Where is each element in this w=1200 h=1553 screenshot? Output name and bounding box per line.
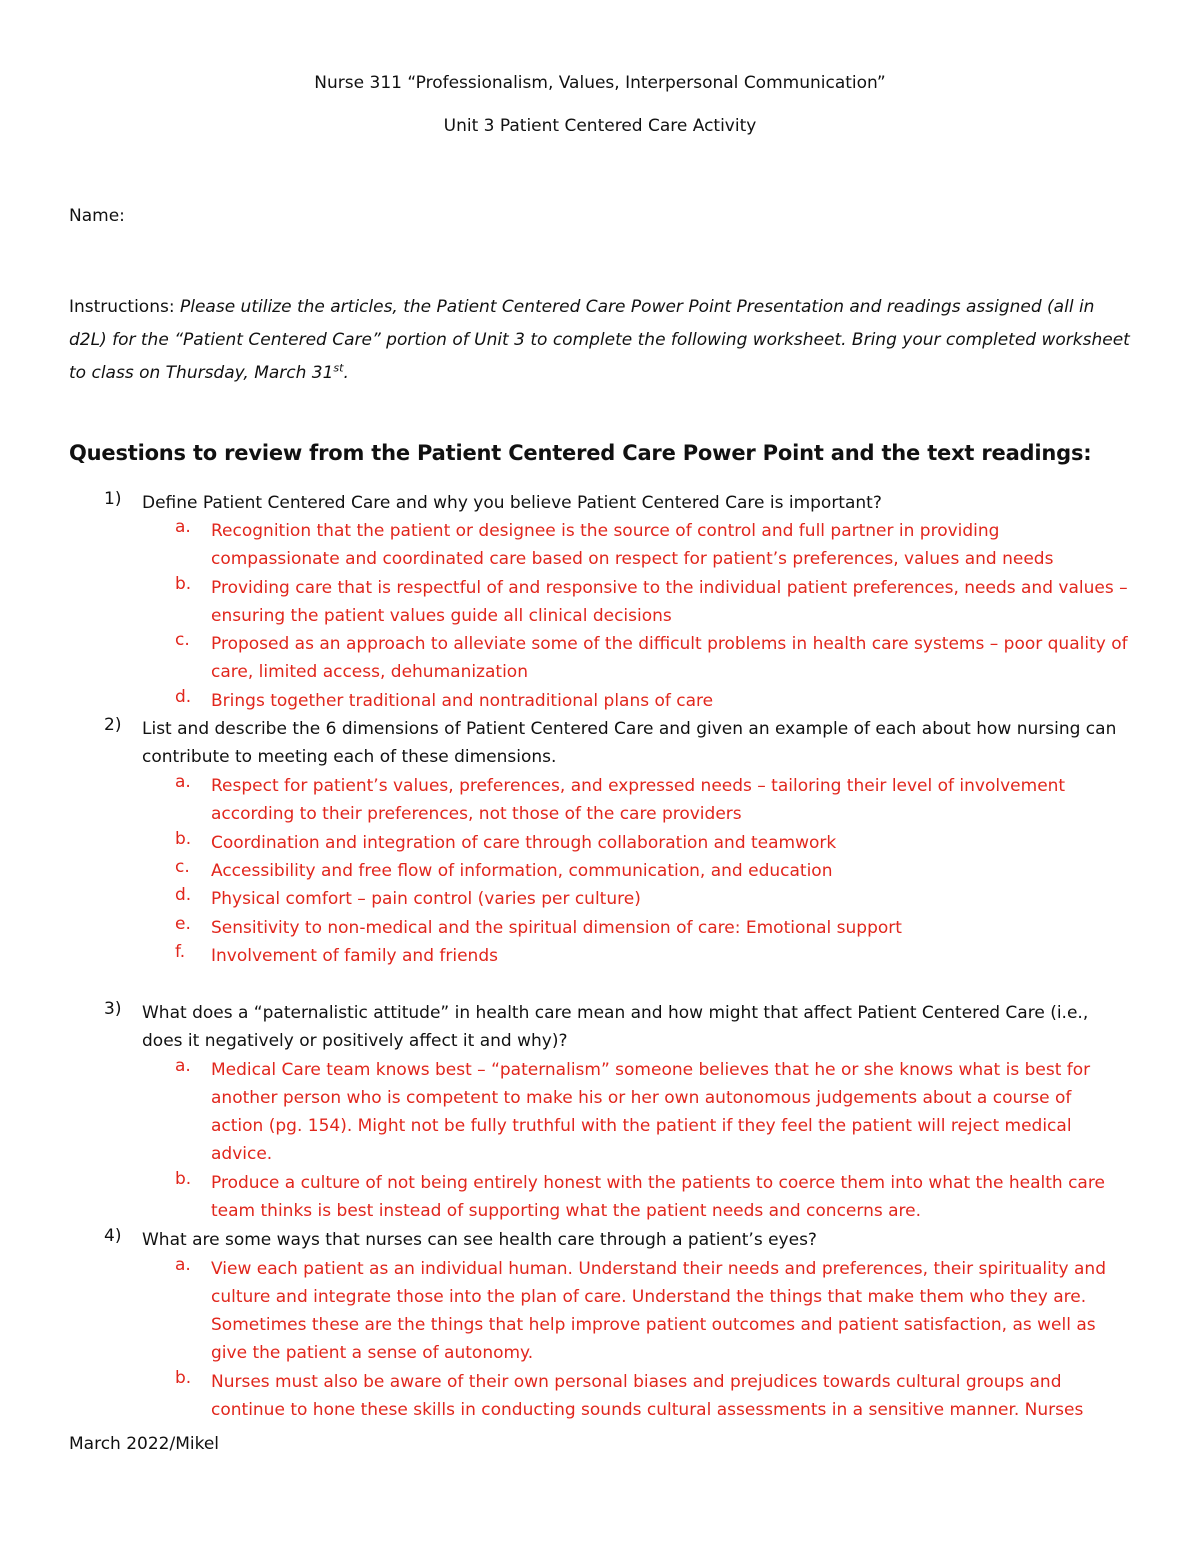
answer-text: Involvement of family and friends	[211, 946, 498, 966]
answer-text: Providing care that is respectful of and responsive to the individual patient preferences, needs and values – ensuring the patient values guide all clinical decisions	[211, 578, 1128, 626]
answer-letter: d.	[175, 687, 192, 707]
question-number: 3)	[104, 999, 122, 1019]
instructions	[69, 291, 1131, 390]
answer-letter: a.	[175, 1255, 191, 1275]
name-label: Name:	[69, 206, 125, 226]
answer-letter: a.	[175, 1056, 191, 1076]
answer-letter: b.	[175, 1368, 192, 1388]
answer-letter: a.	[175, 517, 191, 537]
instructions-text: Please utilize the articles, the Patient Centered Care Power Point Presentation and readings assigned (all in d2L) for the “Patient Centered Care” portion of Unit 3 to complete the following worksheet. Bring your completed worksheet to class on Thursday, March 31	[69, 297, 1130, 383]
document-subtitle: Unit 3 Patient Centered Care Activity	[443, 116, 757, 136]
answer-letter: a.	[175, 772, 191, 792]
answer-text: View each patient as an individual human. Understand their needs and preferences, their spirituality and culture and integrate those into the plan of care. Understand the things that make them who they are. Sometimes these are the things that help improve patient outcomes and patient satisfaction, as well as give the patient a sense of autonomy.	[211, 1259, 1106, 1363]
answer-letter: f.	[175, 942, 186, 962]
answer-text: Nurses must also be aware of their own personal biases and prejudices towards cultural groups and continue to hone these skills in conducting sounds cultural assessments in a sensitive manner. Nurses	[211, 1372, 1084, 1420]
question-text: Define Patient Centered Care and why you believe Patient Centered Care is important?	[142, 493, 882, 513]
page-footer: March 2022/Mikel	[69, 1434, 220, 1454]
question-number: 4)	[104, 1226, 122, 1246]
document-title: Nurse 311 “Professionalism, Values, Interpersonal Communication”	[314, 73, 886, 93]
answer-text: Brings together traditional and nontraditional plans of care	[211, 691, 714, 711]
section-heading: Questions to review from the Patient Centered Care Power Point and the text readings:	[69, 441, 1092, 465]
answer-text: Physical comfort – pain control (varies per culture)	[211, 889, 641, 909]
question-text: List and describe the 6 dimensions of Patient Centered Care and given an example of each about how nursing can contribute to meeting each of these dimensions.	[142, 719, 1117, 767]
answer-text: Sensitivity to non-medical and the spiritual dimension of care: Emotional support	[211, 918, 902, 938]
answer-text: Accessibility and free flow of information, communication, and education	[211, 861, 833, 881]
answer-letter: b.	[175, 1169, 192, 1189]
answer-text: Medical Care team knows best – “paternalism” someone believes that he or she knows what is best for another person who is competent to make his or her own autonomous judgements about a course of action (pg. 154). Might not be fully truthful with the patient if they feel the patient will reject medical advice.	[211, 1060, 1091, 1164]
answer-letter: e.	[175, 914, 191, 934]
answer-text: Proposed as an approach to alleviate some of the difficult problems in health care systems – poor quality of care, limited access, dehumanization	[211, 634, 1128, 682]
answer-text: Recognition that the patient or designee is the source of control and full partner in providing compassionate and coordinated care based on respect for patient’s preferences, values and needs	[211, 521, 1054, 569]
question-number: 1)	[104, 489, 122, 509]
answer-text: Produce a culture of not being entirely honest with the patients to coerce them into what the health care team thinks is best instead of supporting what the patient needs and concerns are.	[211, 1173, 1105, 1221]
answer-letter: b.	[175, 829, 192, 849]
instructions-label: Instructions:	[69, 297, 180, 317]
answer-letter: c.	[175, 630, 190, 650]
answer-letter: b.	[175, 574, 192, 594]
question-text: What are some ways that nurses can see health care through a patient’s eyes?	[142, 1230, 817, 1250]
answer-text: Respect for patient’s values, preferences, and expressed needs – tailoring their level of involvement according to their preferences, not those of the care providers	[211, 776, 1066, 824]
question-number: 2)	[104, 715, 122, 735]
instructions-end: .	[343, 363, 349, 383]
question-text: What does a “paternalistic attitude” in health care mean and how might that affect Patient Centered Care (i.e., does it negatively or positively affect it and why)?	[142, 1003, 1089, 1051]
answer-letter: d.	[175, 885, 192, 905]
answer-letter: c.	[175, 857, 190, 877]
answer-text: Coordination and integration of care through collaboration and teamwork	[211, 833, 837, 853]
instructions-sup: st	[333, 361, 344, 375]
